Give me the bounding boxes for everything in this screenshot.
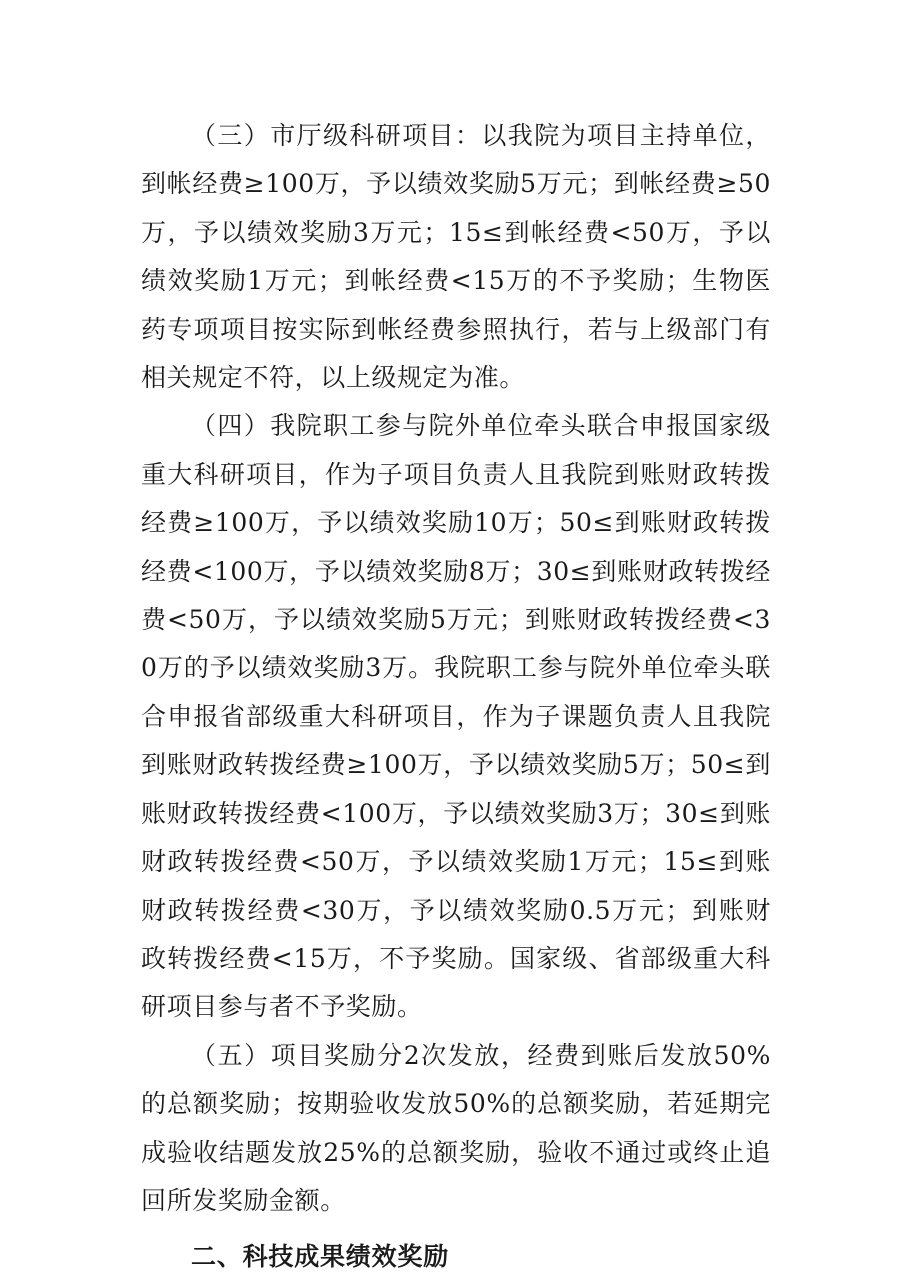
section-heading: 二、科技成果绩效奖励 [191, 1242, 450, 1272]
document-body [141, 112, 771, 1282]
paragraph-joint-major-projects: （四）我院职工参与院外单位牵头联合申报国家级重大科研项目，作为子项目负责人且我院到账财政转拨经费≥100万，予以绩效奖励10万；50≤到账财政转拨经费<100万，予以绩效奖励8万；30≤到账财政转拨经费<50万，予以绩效奖励5万元；到账财政转拨经费<30万的予以绩效奖励3万。我院职工参与院外单位牵头联合申报省部级重大科研项目，作为子课题负责人且我院到账财政转拨经费≥100万，予以绩效奖励5万；50≤到账财政转拨经费<100万，予以绩效奖励3万；30≤到账财政转拨经费<50万，予以绩效奖励1万元；15≤到账财政转拨经费<30万，予以绩效奖励0.5万元；到账财政转拨经费<15万，不予奖励。国家级、省部级重大科研项目参与者不予奖励。 [141, 411, 771, 1022]
paragraph-municipal-projects: （三）市厅级科研项目：以我院为项目主持单位，到帐经费≥100万，予以绩效奖励5万元；到帐经费≥50万，予以绩效奖励3万元；15≤到帐经费<50万，予以绩效奖励1万元；到帐经费<15万的不予奖励；生物医药专项项目按实际到帐经费参照执行，若与上级部门有相关规定不符，以上级规定为准。 [141, 121, 771, 393]
paragraph-award-disbursement: （五）项目奖励分2次发放，经费到账后发放50%的总额奖励；按期验收发放50%的总额奖励，若延期完成验收结题发放25%的总额奖励，验收不通过或终止追回所发奖励金额。 [141, 1040, 771, 1215]
